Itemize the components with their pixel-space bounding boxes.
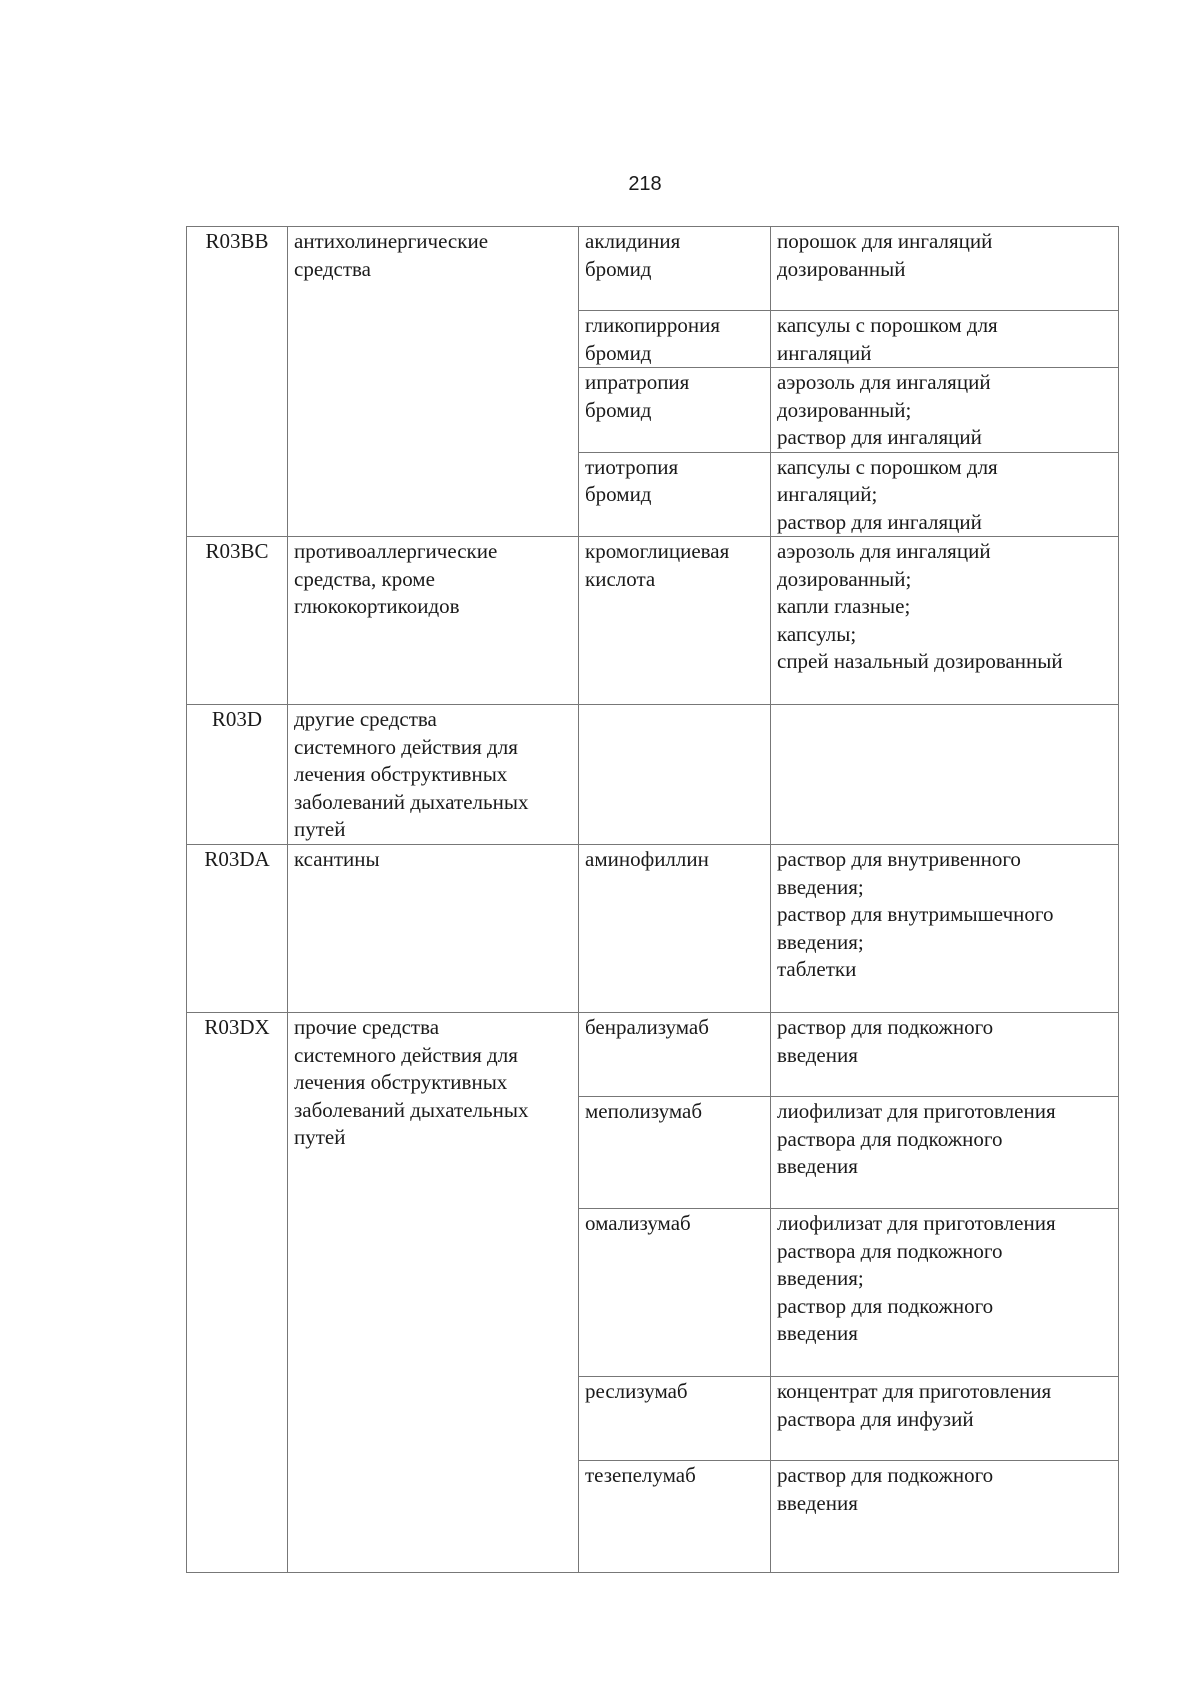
drug-name-cell: [579, 368, 771, 453]
drug-name-cell: [579, 1377, 771, 1461]
dosage-form-cell: [771, 1461, 1119, 1573]
group-name-line: ксантины: [294, 847, 380, 871]
dosage-form-line: порошок для ингаляций: [777, 229, 993, 253]
group-name-cell: [288, 1013, 579, 1573]
dosage-form-cell: [771, 368, 1119, 453]
drug-name-cell: [579, 705, 771, 845]
table-row: [187, 845, 1119, 1013]
group-name-line: противоаллергические: [294, 539, 498, 563]
group-name-line: глюкокортикоидов: [294, 594, 460, 618]
dosage-form-line: спрей назальный дозированный: [777, 649, 1063, 673]
drug-name-line: гликопиррония: [585, 313, 721, 337]
dosage-form-line: капсулы с порошком для: [777, 313, 998, 337]
group-name-cell: [288, 845, 579, 1013]
dosage-form-line: введения;: [777, 1266, 864, 1290]
drug-name-cell: [579, 452, 771, 537]
dosage-form-cell: [771, 537, 1119, 705]
dosage-form-line: раствор для подкожного: [777, 1293, 994, 1318]
group-name-line: средства, кроме: [294, 566, 435, 591]
dosage-form-line: концентрат для приготовления: [777, 1379, 1052, 1403]
dosage-form-line: лиофилизат для приготовления: [777, 1211, 1056, 1235]
dosage-form-cell: [771, 311, 1119, 368]
atc-code-cell: R03DX: [187, 1013, 288, 1573]
dosage-form-cell: [771, 1209, 1119, 1377]
dosage-form-line: раствора для подкожного: [777, 1126, 1003, 1151]
dosage-form-line: дозированный: [777, 256, 906, 281]
table-row: [187, 227, 1119, 311]
dosage-form-line: таблетки: [777, 957, 857, 981]
drug-name-line: тиотропия: [585, 454, 679, 479]
dosage-form-line: раствор для подкожного: [777, 1015, 994, 1039]
group-name-line: лечения обструктивных: [294, 762, 508, 786]
group-name-line: заболеваний дыхательных: [294, 1097, 529, 1122]
dosage-form-line: раствор для ингаляций: [777, 509, 982, 534]
drug-name-line: кромоглициевая: [585, 539, 730, 563]
group-name-line: системного действия для: [294, 734, 518, 759]
dosage-form-cell: [771, 845, 1119, 1013]
drug-name-cell: [579, 1461, 771, 1573]
drug-name-line: меполизумаб: [585, 1099, 703, 1123]
drug-name-cell: [579, 1097, 771, 1209]
dosage-form-line: капсулы;: [777, 621, 857, 646]
dosage-form-line: капсулы с порошком для: [777, 454, 998, 479]
drug-name-line: омализумаб: [585, 1211, 691, 1235]
dosage-form-line: ингаляций;: [777, 482, 878, 506]
table-row: [187, 1013, 1119, 1097]
atc-code-cell: R03BC: [187, 537, 288, 705]
drug-name-cell: [579, 1013, 771, 1097]
table-row: [187, 705, 1119, 845]
dosage-form-line: аэрозоль для ингаляций: [777, 370, 991, 394]
dosage-form-line: введения: [777, 1042, 858, 1067]
table-row: [187, 537, 1119, 705]
dosage-form-cell: [771, 1377, 1119, 1461]
drug-name-line: тезепелумаб: [585, 1463, 696, 1487]
dosage-form-line: аэрозоль для ингаляций: [777, 539, 991, 563]
drug-name-cell: [579, 311, 771, 368]
dosage-form-line: раствор для внутримышечного: [777, 902, 1054, 926]
drug-name-cell: [579, 537, 771, 705]
group-name-line: путей: [294, 817, 346, 841]
group-name-line: антихолинергические: [294, 229, 489, 253]
dosage-form-line: лиофилизат для приготовления: [777, 1099, 1056, 1123]
dosage-form-line: раствора для инфузий: [777, 1406, 974, 1431]
group-name-line: другие средства: [294, 707, 437, 731]
dosage-form-cell: [771, 1097, 1119, 1209]
dosage-form-cell: [771, 705, 1119, 845]
dosage-form-line: раствора для подкожного: [777, 1238, 1003, 1263]
drug-name-line: бромид: [585, 397, 652, 422]
dosage-form-line: раствор для ингаляций: [777, 425, 982, 449]
dosage-form-line: введения;: [777, 874, 864, 899]
atc-code-cell: R03BB: [187, 227, 288, 537]
dosage-form-line: введения: [777, 1154, 858, 1178]
drug-name-line: реслизумаб: [585, 1379, 688, 1403]
dosage-form-line: раствор для подкожного: [777, 1463, 994, 1487]
drug-name-line: бромид: [585, 482, 652, 506]
group-name-line: лечения обструктивных: [294, 1070, 508, 1094]
drug-name-line: аклидиния: [585, 229, 681, 253]
drug-name-line: аминофиллин: [585, 847, 709, 871]
dosage-form-line: ингаляций: [777, 340, 872, 365]
group-name-line: прочие средства: [294, 1015, 440, 1039]
dosage-form-cell: [771, 452, 1119, 537]
drug-name-line: кислота: [585, 566, 656, 591]
group-name-cell: [288, 705, 579, 845]
dosage-form-line: капли глазные;: [777, 594, 911, 618]
drug-classification-table: [186, 226, 1119, 1573]
group-name-line: средства: [294, 256, 372, 281]
dosage-form-line: дозированный;: [777, 397, 912, 422]
drug-name-line: бромид: [585, 340, 652, 365]
dosage-form-line: введения;: [777, 929, 864, 954]
group-name-line: заболеваний дыхательных: [294, 789, 529, 814]
dosage-form-line: раствор для внутривенного: [777, 847, 1021, 871]
dosage-form-cell: [771, 227, 1119, 311]
drug-name-line: бенрализумаб: [585, 1015, 709, 1039]
drug-name-line: бромид: [585, 256, 652, 281]
page-number: 218: [628, 173, 662, 195]
dosage-form-line: введения: [777, 1490, 858, 1515]
dosage-form-line: введения: [777, 1321, 858, 1345]
atc-code-cell: R03DA: [187, 845, 288, 1013]
drug-name-cell: [579, 227, 771, 311]
group-name-cell: [288, 227, 579, 537]
atc-code-cell: R03D: [187, 705, 288, 845]
drug-name-cell: [579, 845, 771, 1013]
dosage-form-cell: [771, 1013, 1119, 1097]
drug-name-cell: [579, 1209, 771, 1377]
dosage-form-line: дозированный;: [777, 566, 912, 591]
group-name-cell: [288, 537, 579, 705]
group-name-line: путей: [294, 1125, 346, 1149]
group-name-line: системного действия для: [294, 1042, 518, 1067]
drug-name-line: ипратропия: [585, 370, 690, 394]
